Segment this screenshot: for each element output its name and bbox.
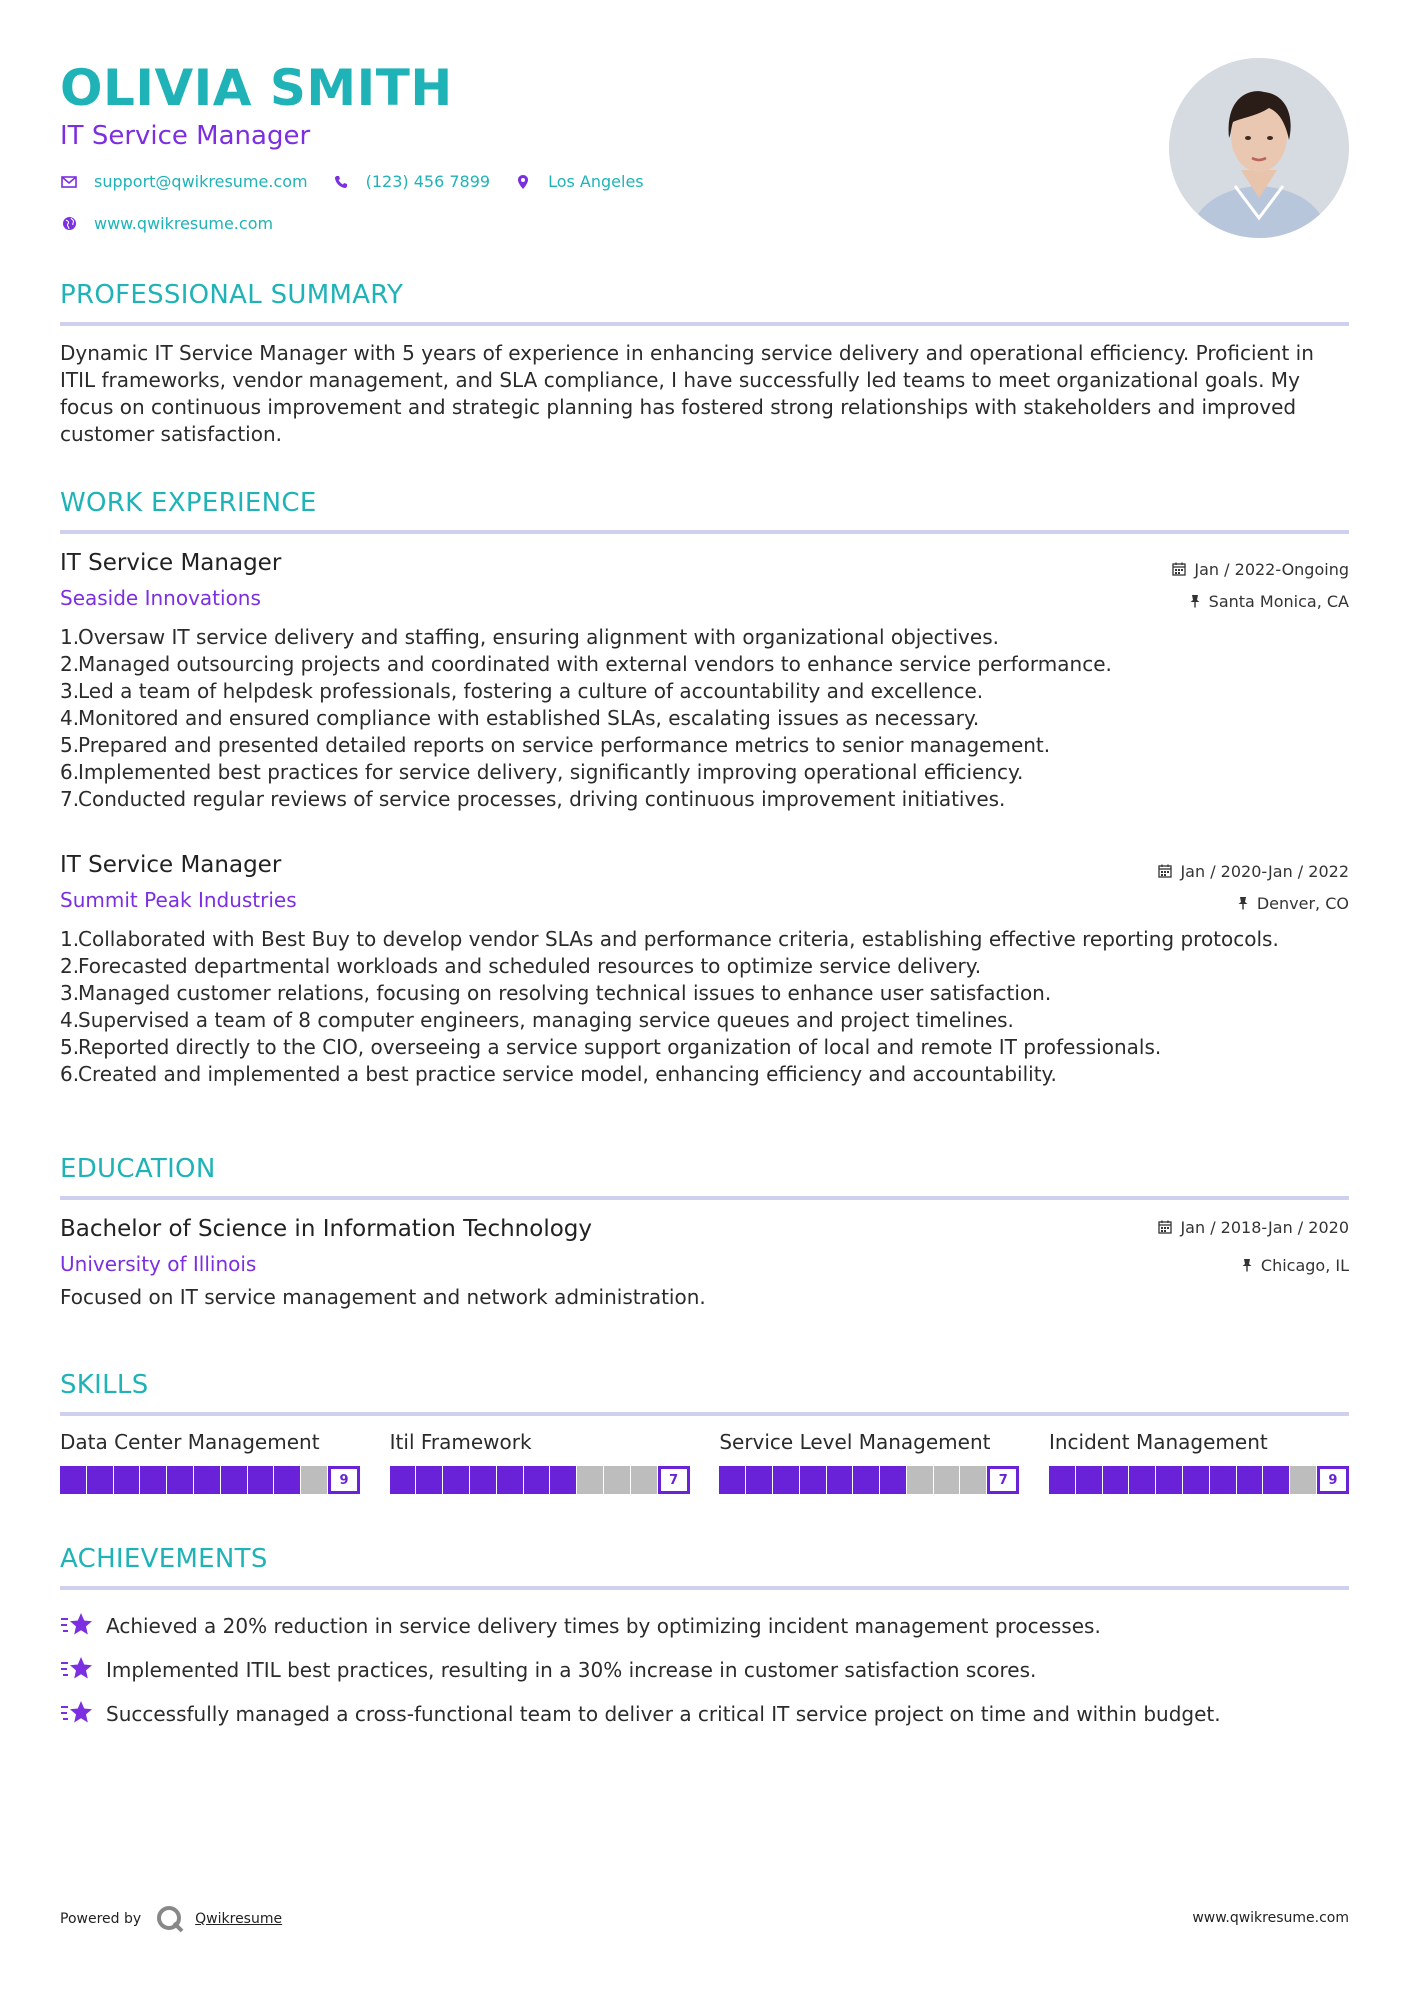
achievements-section [60,1542,1349,1736]
star-award-icon [60,1699,94,1729]
calendar-icon [1172,562,1186,576]
skill-item [60,1428,360,1494]
skill-segment-filled [1103,1466,1129,1494]
list-item: 1. Collaborated with Best Buy to develop vendor SLAs and performance criteria, establishing effective reporting protocols. [60,927,1279,951]
education-entry [60,1214,1349,1311]
education-meta [1158,1216,1349,1276]
skill-segment-filled [746,1466,772,1494]
job-dates-text: Jan / 2022-Ongoing [1194,559,1349,579]
contact-phone[interactable] [332,172,490,191]
skill-segment-filled [443,1466,469,1494]
star-award-icon [60,1655,94,1685]
job-company: Summit Peak Industries [60,888,297,912]
job-entry [60,548,1349,813]
candidate-title: IT Service Manager [60,121,311,151]
skill-name: Service Level Management [719,1430,991,1454]
skill-segment-filled [497,1466,523,1494]
skill-name: Incident Management [1048,1430,1268,1454]
skill-segment-filled [114,1466,140,1494]
pushpin-icon [1237,896,1249,910]
school: University of Illinois [60,1252,257,1276]
contact-location [514,172,644,191]
skill-item [1049,1428,1349,1494]
education-section [60,1152,1349,1200]
skill-segment-filled [140,1466,166,1494]
experience-heading: WORK EXPERIENCE [60,488,317,518]
skill-segment-empty [1290,1466,1316,1494]
footer [60,1902,1349,1936]
list-item: 4. Monitored and ensured compliance with established SLAs, escalating issues as necessary. [60,706,980,730]
list-item [60,1648,1349,1692]
achievement-text: Achieved a 20% reduction in service delivery times by optimizing incident management processes. [106,1613,1101,1638]
list-item: 1. Oversaw IT service delivery and staffing, ensuring alignment with organizational objectives. [60,625,999,649]
summary-heading: PROFESSIONAL SUMMARY [60,280,404,310]
list-item: 2. Forecasted departmental workloads and scheduled resources to optimize service delivery. [60,954,982,978]
website-text: www.qwikresume.com [94,214,274,233]
skill-segment-empty [907,1466,933,1494]
skill-segment-filled [827,1466,853,1494]
section-divider [60,1412,1349,1416]
list-item: 5. Prepared and presented detailed reports on service performance metrics to senior management. [60,733,1051,757]
contact-email[interactable] [60,172,308,191]
phone-icon [332,173,350,191]
skill-segment-filled [1210,1466,1236,1494]
resume-page [60,0,1349,1990]
list-item: 4. Supervised a team of 8 computer engineers, managing service queues and project timelines. [60,1008,1014,1032]
skills-grid [60,1428,1349,1494]
powered-by-text: Powered by [60,1911,142,1927]
achievement-text: Successfully managed a cross-functional team to deliver a critical IT service project on time and within budget. [106,1701,1221,1726]
skills-section [60,1368,1349,1494]
brand-link[interactable]: Qwikresume [195,1911,283,1927]
skill-segment-empty [301,1466,327,1494]
job-dates-text: Jan / 2020-Jan / 2022 [1180,861,1349,881]
envelope-icon [60,173,78,191]
skill-score: 9 [328,1466,360,1494]
contact-row-secondary [60,214,297,233]
skill-segment-filled [194,1466,220,1494]
skill-segment-empty [631,1466,657,1494]
skill-item [390,1428,690,1494]
list-item [60,1604,1349,1648]
skill-segment-filled [853,1466,879,1494]
section-divider [60,322,1349,326]
list-item: 6. Implemented best practices for service delivery, significantly improving operational efficiency. [60,760,1024,784]
skill-segment-empty [960,1466,986,1494]
education-location-text: Chicago, IL [1260,1255,1349,1275]
list-item: 3. Led a team of helpdesk professionals, fostering a culture of accountability and excellence. [60,679,984,703]
job-location [1172,590,1349,612]
education-heading: EDUCATION [60,1154,216,1184]
summary-section [60,278,1349,448]
skill-segment-filled [1129,1466,1155,1494]
skill-segment-filled [773,1466,799,1494]
education-dates-text: Jan / 2018-Jan / 2020 [1180,1217,1349,1237]
list-item: 3. Managed customer relations, focusing on resolving technical issues to enhance user satisfaction. [60,981,1052,1005]
skill-segment-filled [800,1466,826,1494]
section-divider [60,1586,1349,1590]
skill-segment-empty [604,1466,630,1494]
skill-rating-bar [390,1466,690,1494]
skill-segment-filled [470,1466,496,1494]
pushpin-icon [1241,1258,1253,1272]
education-description: Focused on IT service management and network administration. [60,1285,706,1309]
location-text: Los Angeles [548,172,644,191]
job-company: Seaside Innovations [60,586,261,610]
skill-item [719,1428,1019,1494]
skill-segment-filled [87,1466,113,1494]
education-location [1158,1254,1349,1276]
star-award-icon [60,1611,94,1641]
list-item: 6. Created and implemented a best practice service model, enhancing efficiency and accountability. [60,1062,1057,1086]
skill-segment-filled [1263,1466,1289,1494]
job-location [1158,892,1349,914]
contact-website[interactable] [60,214,273,233]
skill-score: 7 [658,1466,690,1494]
skill-segment-filled [60,1466,86,1494]
skill-segment-filled [550,1466,576,1494]
pushpin-icon [1189,594,1201,608]
job-meta [1172,558,1349,612]
skill-segment-filled [524,1466,550,1494]
calendar-icon [1158,864,1172,878]
job-location-text: Denver, CO [1256,893,1349,913]
achievements-heading: ACHIEVEMENTS [60,1544,268,1574]
skill-rating-bar [719,1466,1019,1494]
job-title: IT Service Manager [60,852,282,878]
skill-segment-filled [1237,1466,1263,1494]
email-text: support@qwikresume.com [94,172,308,191]
skill-segment-empty [577,1466,603,1494]
job-location-text: Santa Monica, CA [1208,591,1349,611]
skill-score: 9 [1317,1466,1349,1494]
skill-segment-empty [934,1466,960,1494]
skill-segment-filled [248,1466,274,1494]
list-item [60,1692,1349,1736]
qwikresume-logo-icon [155,1904,185,1934]
section-divider [60,530,1349,534]
list-item: 5. Reported directly to the CIO, overseeing a service support organization of local and remote IT professionals. [60,1035,1162,1059]
footer-website[interactable]: www.qwikresume.com [1192,1910,1349,1926]
job-meta [1158,860,1349,914]
contact-row-primary [60,172,668,191]
job-bullets [60,926,1349,1088]
job-dates [1158,860,1349,882]
phone-text: (123) 456 7899 [365,172,491,191]
experience-section [60,486,1349,534]
calendar-icon [1158,1220,1172,1234]
job-dates [1172,558,1349,580]
footer-powered-by [60,1902,282,1936]
map-pin-icon [514,173,532,191]
achievements-list [60,1604,1349,1736]
profile-photo [1169,58,1349,238]
skill-segment-filled [880,1466,906,1494]
skill-segment-filled [390,1466,416,1494]
skill-segment-filled [1076,1466,1102,1494]
skill-score: 7 [987,1466,1019,1494]
job-title: IT Service Manager [60,550,282,576]
skill-name: Itil Framework [389,1430,532,1454]
skill-segment-filled [167,1466,193,1494]
education-dates [1158,1216,1349,1238]
list-item: 7. Conducted regular reviews of service processes, driving continuous improvement initiatives. [60,787,1006,811]
skills-heading: SKILLS [60,1370,149,1400]
achievement-text: Implemented ITIL best practices, resulting in a 30% increase in customer satisfaction scores. [106,1657,1037,1682]
skill-segment-filled [1183,1466,1209,1494]
job-entry [60,850,1349,1088]
skill-segment-filled [1156,1466,1182,1494]
degree: Bachelor of Science in Information Technology [60,1216,592,1242]
skill-segment-filled [1049,1466,1075,1494]
job-bullets [60,624,1349,813]
summary-text: Dynamic IT Service Manager with 5 years of experience in enhancing service delivery and operational efficiency. Proficient in ITIL frameworks, vendor management, and SLA compliance, I have successfully led teams to meet organizational goals. My focus on continuous improvement and strategic planning has fostered strong relationships with stakeholders and improved customer satisfaction. [60,341,1314,446]
skill-name: Data Center Management [60,1430,320,1454]
skill-segment-filled [719,1466,745,1494]
candidate-name: OLIVIA SMITH [60,59,453,117]
skill-rating-bar [60,1466,360,1494]
section-divider [60,1196,1349,1200]
globe-icon [60,215,78,233]
skill-segment-filled [221,1466,247,1494]
skill-segment-filled [416,1466,442,1494]
skill-rating-bar [1049,1466,1349,1494]
skill-segment-filled [274,1466,300,1494]
list-item: 2. Managed outsourcing projects and coordinated with external vendors to enhance service performance. [60,652,1112,676]
